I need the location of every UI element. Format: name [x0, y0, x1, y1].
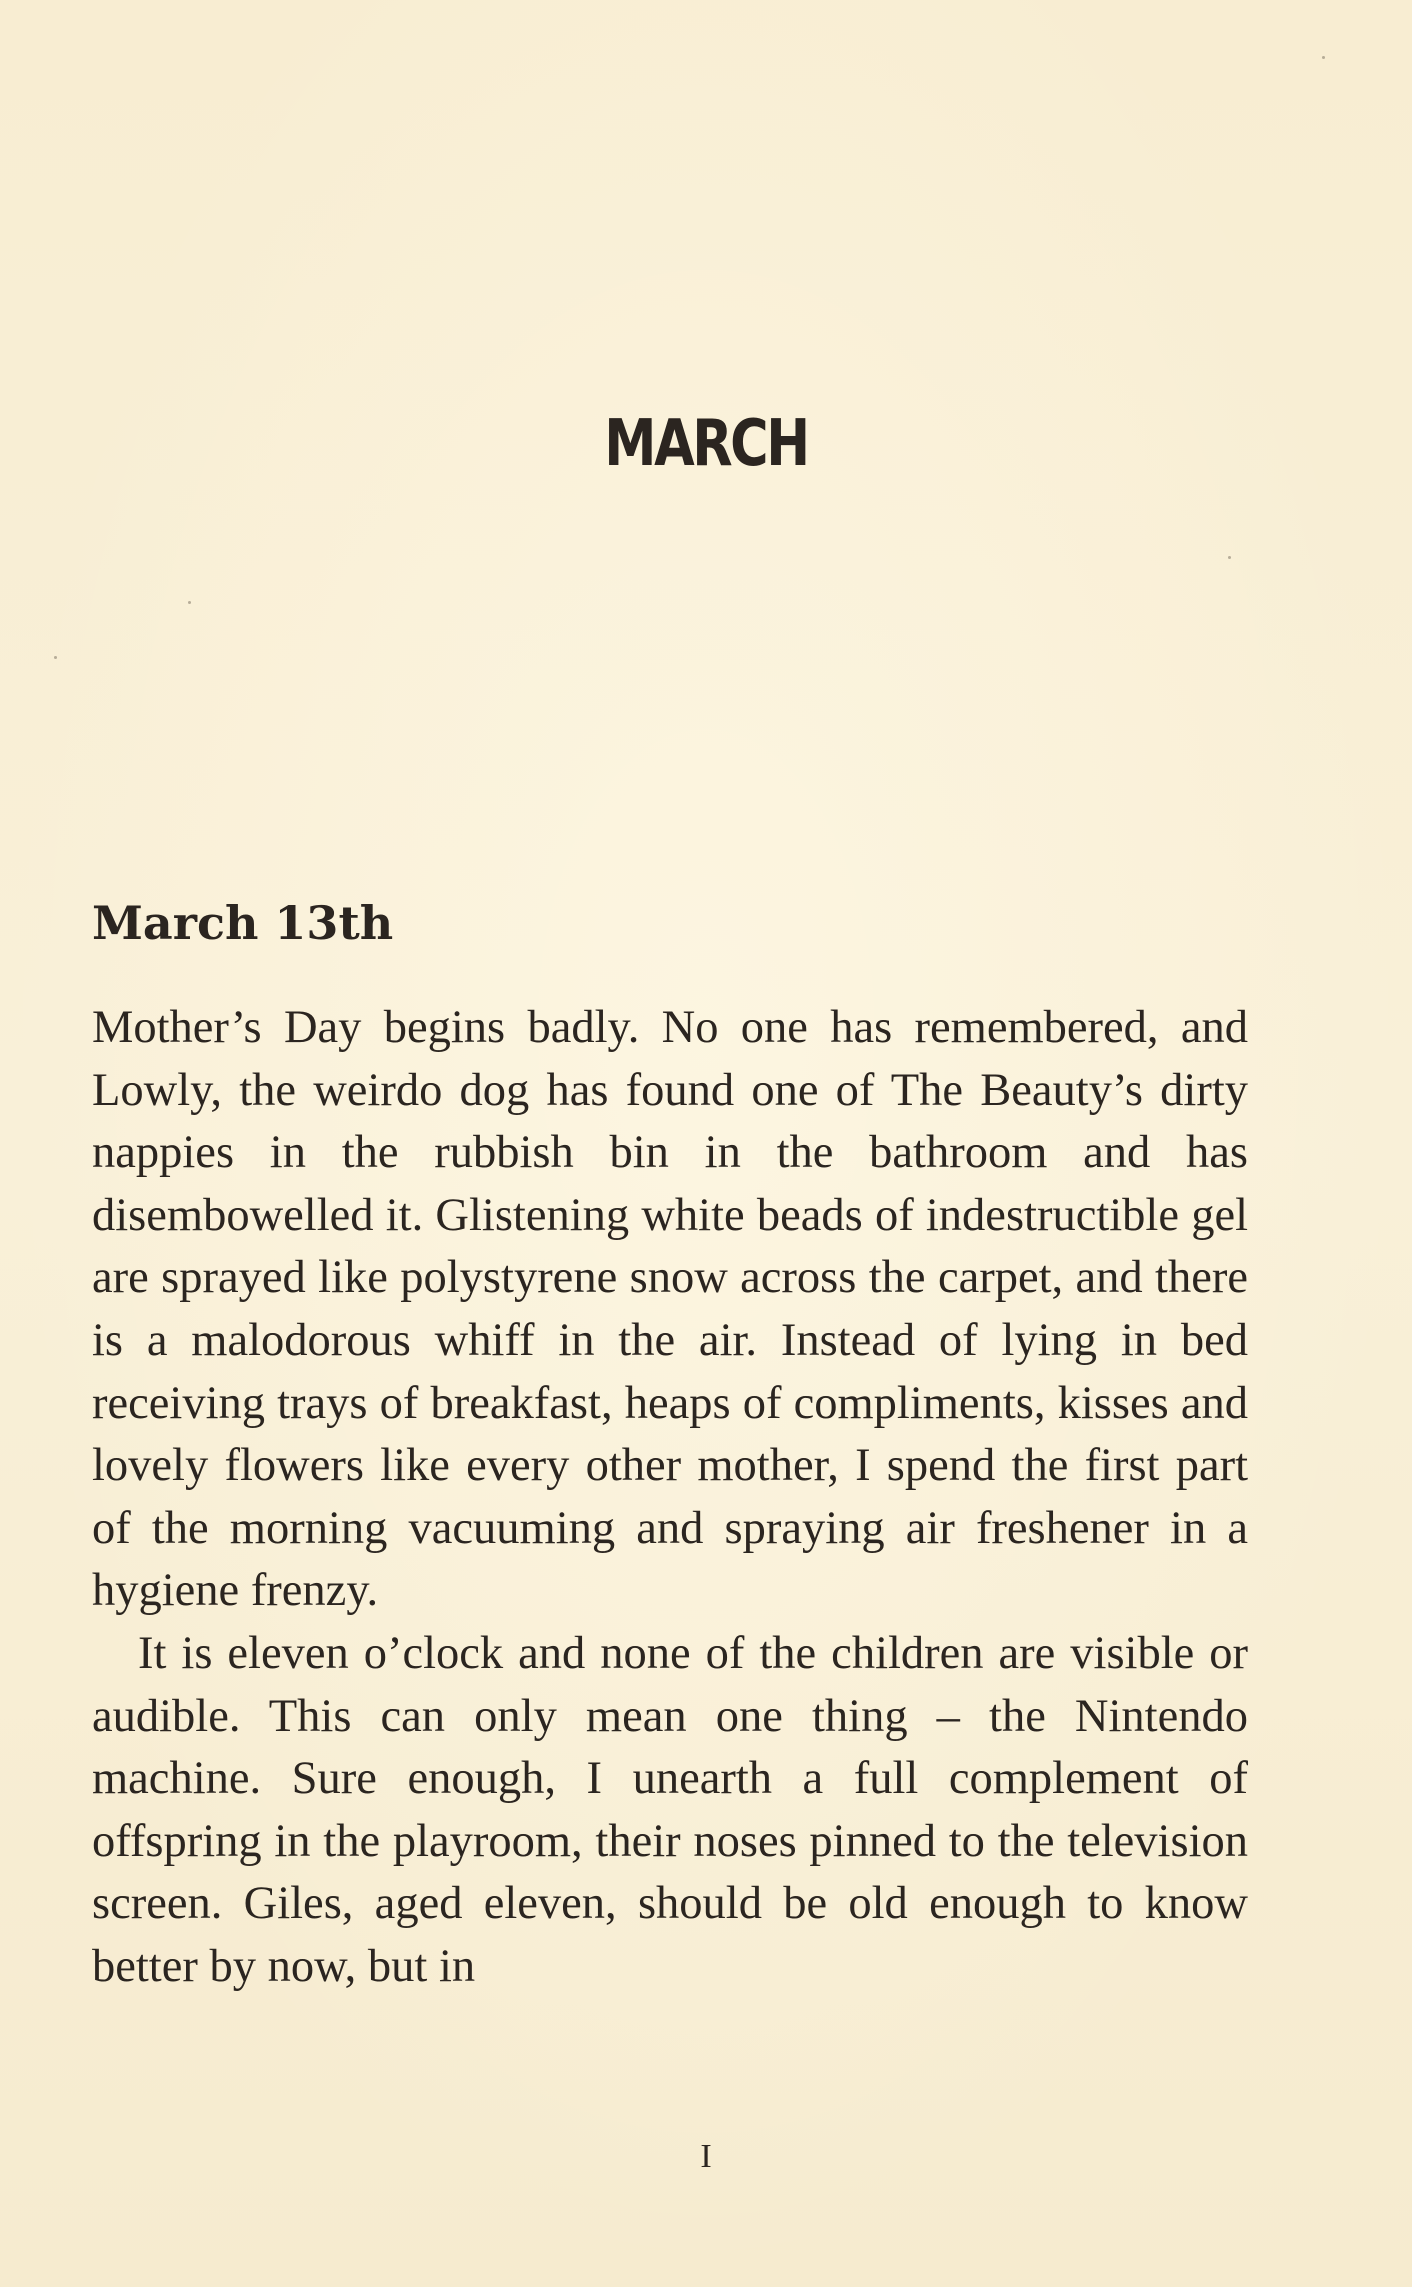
diary-entry-body — [92, 997, 1248, 1999]
diary-entry-date: March 13th — [92, 896, 394, 950]
page-number: I — [700, 2138, 712, 2175]
paragraph-2: It is eleven o’clock and none of the children are visible or audible. This can only mean one thing – the Nintendo machine. Sure enough, I unearth a full complement of offspring in the playroom, their noses pinned to the television screen. Giles, aged eleven, should be old enough to know better by now, but in — [92, 1627, 1248, 1992]
paper-speck — [1322, 56, 1325, 59]
chapter-heading: MARCH — [604, 407, 808, 481]
paper-speck — [188, 601, 191, 604]
paper-speck — [54, 656, 57, 659]
paragraph-1: Mother’s Day begins badly. No one has remembered, and Lowly, the weirdo dog has found one of The Beauty’s dirty nappies in the rubbish bin in the bathroom and has disembowelled it. Glistening white beads of indestructible gel are sprayed like polystyrene snow across the carpet, and there is a malodorous whiff in the air. Instead of lying in bed receiving trays of breakfast, heaps of compliments, kisses and lovely flowers like every other mother, I spend the first part of the morning vacuuming and spraying air freshener in a hygiene frenzy. — [92, 1002, 1248, 1617]
paper-speck — [1228, 556, 1231, 559]
